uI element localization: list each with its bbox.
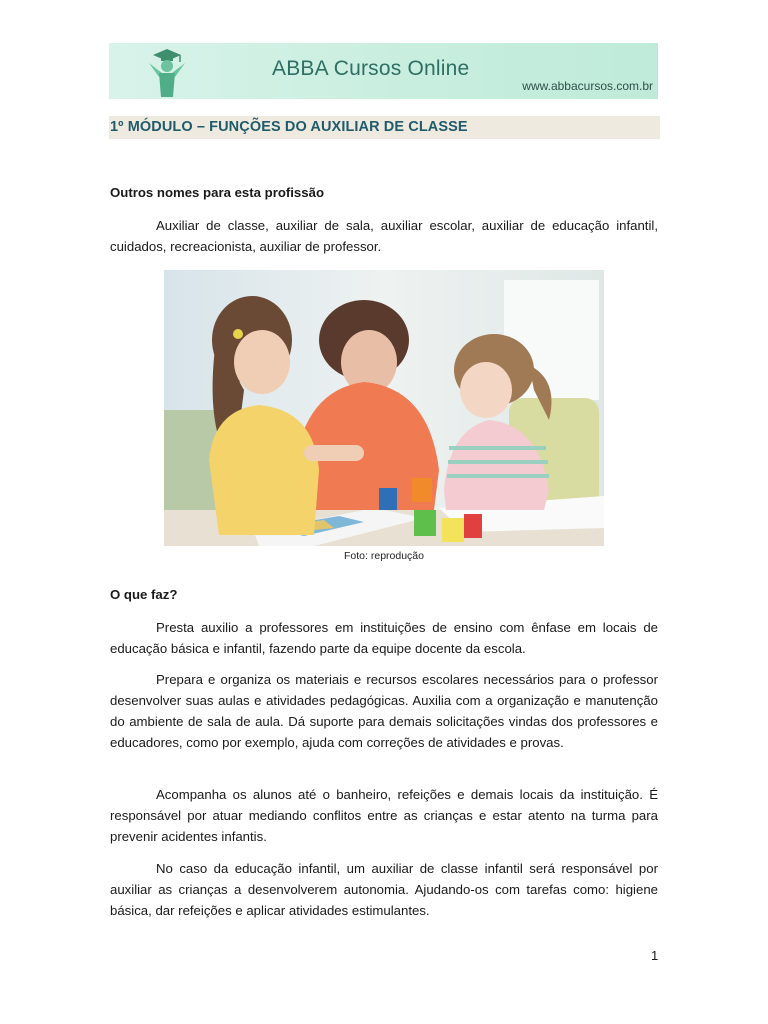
paragraph-1: Presta auxilio a professores em instituições de ensino com ênfase em locais de educação básica e infantil, fazendo parte da equipe docente da escola. — [110, 620, 658, 656]
section-heading-what-it-does: O que faz? — [110, 587, 178, 602]
paragraph-3: Acompanha os alunos até o banheiro, refeições e demais locais da instituição. É responsável por atuar mediando conflitos entre as crianças e estar atento na turma para prevenir acidentes infantis. — [110, 787, 658, 844]
module-title-bar — [109, 116, 660, 139]
photo-caption: Foto: reprodução — [344, 550, 424, 562]
brand-name: ABBA Cursos Online — [272, 57, 470, 80]
site-url: www.abbacursos.com.br — [522, 79, 653, 93]
header-banner — [109, 43, 658, 99]
teacher-with-children-image — [164, 270, 604, 546]
module-title: 1º MÓDULO – FUNÇÕES DO AUXILIAR DE CLASSE — [110, 119, 468, 135]
paragraph-4: No caso da educação infantil, um auxiliar de classe infantil será responsável por auxiliar as crianças a desenvolverem autonomia. Ajudando-os com tarefas como: higiene básica, dar refeições e aplicar atividades estimulantes. — [110, 861, 658, 918]
page-number: 1 — [651, 948, 659, 963]
paragraph-2: Prepara e organiza os materiais e recursos escolares necessários para o professor desenvolver suas aulas e atividades pedagógicas. Auxilia com a organização e manutenção do ambiente de sala de aula. Dá suporte para demais solicitações vindas dos professores e educadores, como por exemplo, ajuda com correções de atividades e provas. — [110, 672, 658, 750]
graduate-figure-icon — [145, 47, 189, 97]
paragraph-other-names: Auxiliar de classe, auxiliar de sala, auxiliar escolar, auxiliar de educação infantil, cuidados, recreacionista, auxiliar de professor. — [110, 218, 658, 254]
section-heading-other-names: Outros nomes para esta profissão — [110, 185, 324, 200]
classroom-photo — [164, 270, 604, 546]
